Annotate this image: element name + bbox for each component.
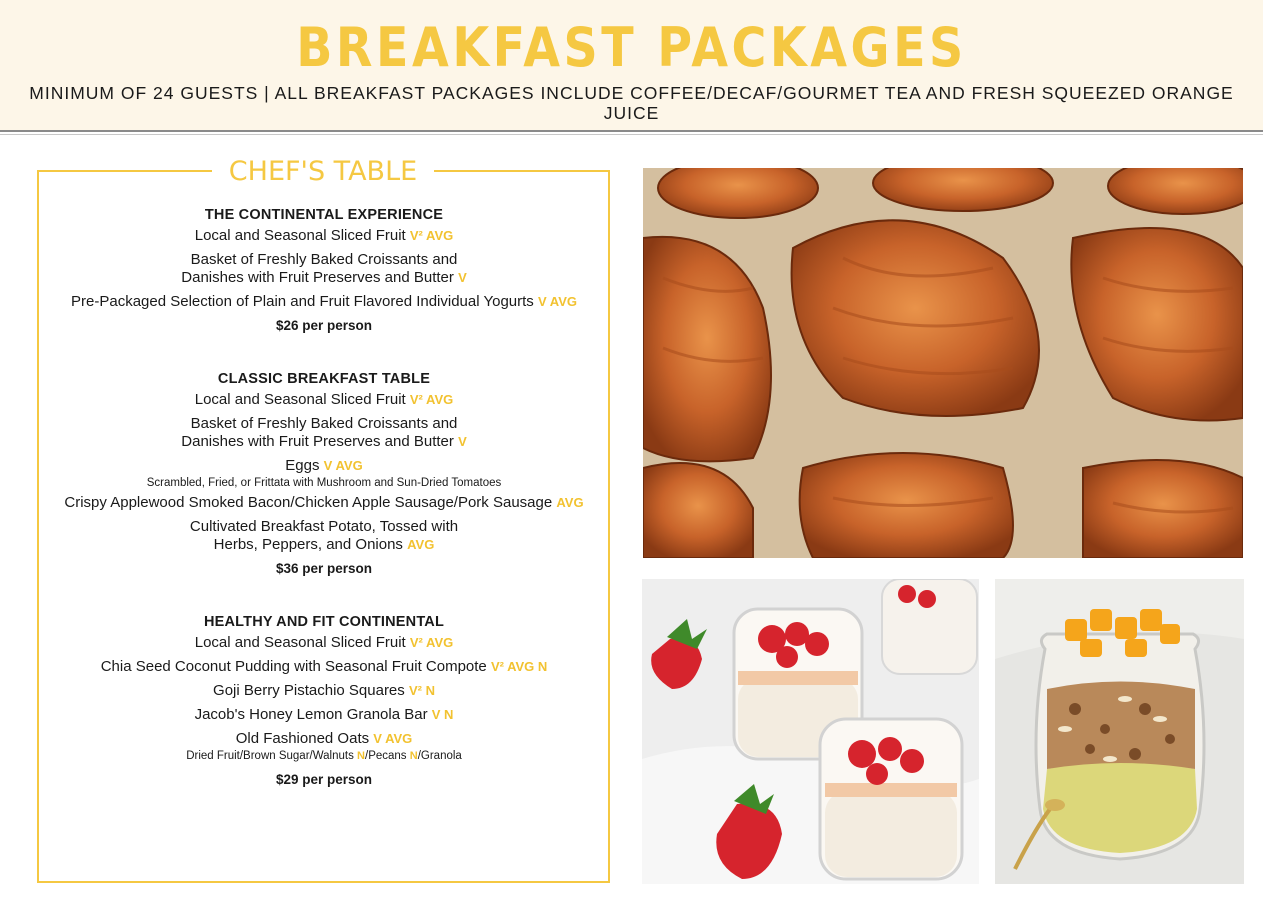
header-banner: [0, 0, 1263, 130]
item-text: Crispy Applewood Smoked Bacon/Chicken Apple Sausage/Pork Sausage: [64, 494, 553, 511]
section-classic: [40, 369, 608, 578]
menu-item: [40, 227, 608, 245]
header-divider: [0, 130, 1263, 132]
item-subtext: [40, 749, 608, 763]
item-text: Basket of Freshly Baked Croissants and: [190, 415, 458, 432]
item-text: Local and Seasonal Sliced Fruit: [194, 634, 406, 651]
item-text: Chia Seed Coconut Pudding with Seasonal Fruit Compote: [100, 658, 487, 675]
granola-parfait-photo: [995, 579, 1244, 884]
price: $26 per person: [275, 318, 373, 333]
sub-part: /Granola: [417, 750, 462, 762]
price: $36 per person: [275, 561, 373, 576]
diet-tags: V AVG: [537, 294, 577, 309]
menu-item: [40, 658, 608, 676]
diet-tags: AVG: [556, 495, 584, 510]
diet-tags: V² AVG: [409, 392, 454, 407]
strawberry-pudding-photo: [642, 579, 979, 884]
diet-tags: V: [458, 434, 467, 449]
item-text-line2: Herbs, Peppers, and Onions: [213, 536, 403, 553]
item-text: Cultivated Breakfast Potato, Tossed with: [189, 518, 459, 535]
menu-item: [40, 518, 608, 554]
page-subtitle: MINIMUM OF 24 GUESTS | ALL BREAKFAST PACKAGES INCLUDE COFFEE/DECAF/GOURMET TEA AND FRESH SQUEEZED ORANGE JUICE: [29, 83, 1234, 123]
item-text: Basket of Freshly Baked Croissants and: [190, 251, 458, 268]
diet-tags: V² AVG: [409, 228, 454, 243]
item-text: Eggs: [285, 457, 320, 474]
section-title: CLASSIC BREAKFAST TABLE: [217, 371, 431, 387]
page-title: BREAKFAST PACKAGES: [296, 16, 967, 79]
item-text: Jacob's Honey Lemon Granola Bar: [194, 706, 428, 723]
menu-item: [40, 415, 608, 451]
item-text: Goji Berry Pistachio Squares: [213, 682, 405, 699]
diet-tags: V² AVG N: [490, 659, 548, 674]
diet-tags: V² AVG: [409, 635, 454, 650]
diet-tag-n: N: [409, 750, 418, 762]
item-text: Pre-Packaged Selection of Plain and Fruit Flavored Individual Yogurts: [71, 293, 534, 310]
menu-content: [40, 205, 608, 789]
item-subtext: Scrambled, Fried, or Frittata with Mushroom and Sun-Dried Tomatoes: [146, 477, 502, 489]
menu-item: [40, 706, 608, 724]
header-divider-thin: [0, 134, 1263, 135]
menu-item: [40, 391, 608, 409]
menu-item: [40, 494, 608, 512]
menu-item: [40, 682, 608, 700]
section-continental: [40, 205, 608, 335]
diet-tags: V: [458, 270, 467, 285]
item-text: Old Fashioned Oats: [235, 730, 370, 747]
item-text: Local and Seasonal Sliced Fruit: [194, 391, 406, 408]
diet-tags: V AVG: [323, 458, 363, 473]
section-healthy: [40, 612, 608, 789]
diet-tag-n: N: [357, 750, 365, 762]
sub-part: /Pecans: [365, 750, 410, 762]
diet-tags: V² N: [408, 683, 435, 698]
diet-tags: V AVG: [373, 731, 413, 746]
menu-item: [40, 457, 608, 490]
box-title: CHEF'S TABLE: [212, 152, 434, 192]
menu-item: [40, 293, 608, 311]
price: $29 per person: [275, 772, 373, 787]
section-title: THE CONTINENTAL EXPERIENCE: [204, 207, 444, 223]
item-text-line2: Danishes with Fruit Preserves and Butter: [181, 433, 454, 450]
item-text-line2: Danishes with Fruit Preserves and Butter: [181, 269, 454, 286]
diet-tags: AVG: [407, 537, 435, 552]
menu-item: [40, 251, 608, 287]
section-title: HEALTHY AND FIT CONTINENTAL: [203, 614, 445, 630]
menu-item: [40, 634, 608, 652]
sub-part: Dried Fruit/Brown Sugar/Walnuts: [186, 750, 358, 762]
menu-item: [40, 730, 608, 763]
item-text: Local and Seasonal Sliced Fruit: [194, 227, 406, 244]
croissants-photo: [643, 168, 1243, 558]
diet-tags: V N: [431, 707, 454, 722]
